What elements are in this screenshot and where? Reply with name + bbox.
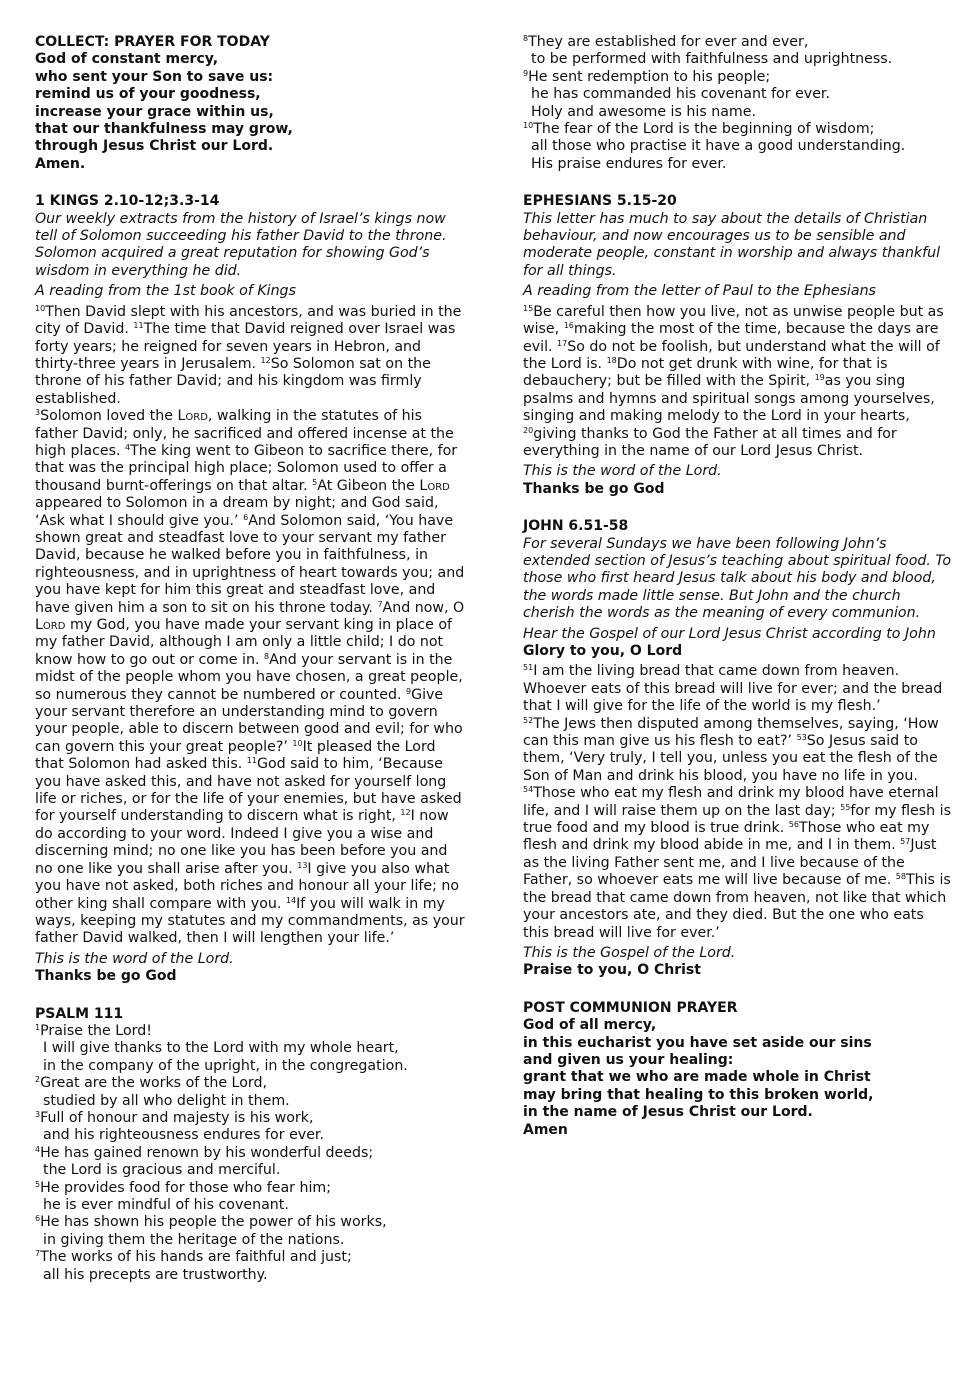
verse-number: 3 <box>35 408 41 418</box>
verse-text: Those who eat my flesh and drink my blood have eternal life, and I will raise them up on the last day; <box>523 785 939 819</box>
verse-text: The Jews then disputed among themselves, saying, ‘How can this man give us his flesh to eat?’ <box>523 715 939 750</box>
psalm-lines <box>35 1023 465 1284</box>
verse-text: So Solomon sat on the throne of his father David; and his kingdom was firmly established. <box>35 355 431 407</box>
verse-number: 13 <box>297 860 308 870</box>
verse-number: 18 <box>606 355 617 365</box>
psalm-line <box>523 156 951 173</box>
verse-text: Give your servant therefore an understanding mind to govern your people, able to discern between good and evil; for who can govern this your great people?’ <box>35 686 463 755</box>
kings-heading: 1 KINGS 2.10-12;3.3-14 <box>35 193 220 210</box>
psalm-line <box>35 1110 465 1127</box>
psalm-line <box>35 1197 465 1214</box>
verse-text: The works of his hands are faithful and just; <box>40 1249 352 1266</box>
verse-text: He has gained renown by his wonderful deeds; <box>40 1144 374 1161</box>
verse-text: He has shown his people the power of his works, <box>40 1214 387 1231</box>
john-source-response: Glory to you, O Lord <box>523 643 683 659</box>
psalm-line <box>35 1180 465 1197</box>
psalm-line <box>523 34 951 51</box>
verse-number: 4 <box>125 442 131 452</box>
verse-text: all those who practise it have a good understanding. <box>531 138 906 155</box>
verse-text: And now, O <box>382 599 465 616</box>
verse-number: 57 <box>900 837 911 847</box>
verse-number: 8 <box>264 651 270 661</box>
psalm-line <box>523 69 951 86</box>
verse-number: 9 <box>523 68 529 78</box>
verse-number: 16 <box>563 321 574 331</box>
verse-number: 11 <box>133 321 144 331</box>
post-communion-line: God of all mercy, <box>523 1017 657 1034</box>
verse-text: in the company of the upright, in the congregation. <box>43 1057 408 1074</box>
verse-text: Holy and awesome is his name. <box>531 103 756 120</box>
verse-text: I am the living bread that came down from heaven. Whoever eats of this bread will live for ever; and the bread that I will give for the life of the world is my flesh.’ <box>523 663 943 715</box>
john-source: Hear the Gospel of our Lord Jesus Christ according to John <box>523 625 936 642</box>
verse-number: 19 <box>814 373 825 383</box>
verse-number: 54 <box>523 785 534 795</box>
verse-number: 51 <box>523 663 534 673</box>
verse-number: 58 <box>895 872 906 882</box>
ephesians-paragraph <box>523 304 951 461</box>
verse-text: Do not get drunk with wine, for that is debauchery; but be filled with the Spirit, <box>523 355 888 390</box>
verse-number: 6 <box>243 512 249 522</box>
lord-small-caps: Lord <box>177 408 208 425</box>
ephesians-intro: This letter has much to say about the details of Christian behaviour, and now encourages us to be sensible and moderate people, constant in worship and always thankful for all things. <box>523 210 941 279</box>
psalm-section <box>35 1006 465 1285</box>
verse-text: Praise the Lord! <box>40 1022 152 1039</box>
verse-number: 3 <box>35 1109 41 1119</box>
psalm-line <box>35 1145 465 1162</box>
verse-number: 15 <box>523 303 534 313</box>
verse-text: studied by all who delight in them. <box>43 1092 290 1109</box>
psalm-line <box>523 86 951 103</box>
verse-number: 5 <box>312 477 318 487</box>
kings-paragraph-1 <box>35 304 465 408</box>
verse-number: 10 <box>292 738 303 748</box>
verse-number: 7 <box>377 599 383 609</box>
verse-text: The fear of the Lord is the beginning of wisdom; <box>533 121 875 138</box>
post-communion-line: in this eucharist you have set aside our sins <box>523 1034 872 1051</box>
verse-text: in giving them the heritage of the nations. <box>43 1231 345 1248</box>
verse-number: 2 <box>35 1075 41 1085</box>
psalm-line <box>35 1093 465 1110</box>
verse-text: Those who eat my flesh and drink my blood abide in me, and I in them. <box>523 820 930 854</box>
psalm-heading: PSALM 111 <box>35 1005 124 1022</box>
verse-text: This is the bread that came down from heaven, not like that which your ancestors ate, and they died. But the one who eats this bread will live for ever.’ <box>523 872 951 941</box>
verse-number: 10 <box>523 121 534 131</box>
verse-number: 14 <box>285 895 297 905</box>
verse-number: 53 <box>796 733 807 743</box>
post-communion-line: grant that we who are made whole in Christ <box>523 1069 871 1086</box>
verse-text: making the most of the time, because the days are evil. <box>523 321 939 355</box>
psalm-line <box>35 1214 465 1231</box>
verse-text: , walking in the statutes of his father David; only, he sacrificed and offered incense at the high places. <box>35 408 454 459</box>
collect-line: remind us of your goodness, <box>35 86 261 103</box>
post-communion-amen: Amen <box>523 1121 568 1138</box>
verse-number: 55 <box>840 802 851 812</box>
verse-text: giving thanks to God the Father at all times and for everything in the name of our Lord Jesus Christ. <box>523 425 897 459</box>
collect-line: God of constant mercy, <box>35 51 219 68</box>
psalm-line <box>523 138 951 155</box>
ephesians-closing: This is the word of the Lord. <box>523 463 722 480</box>
verse-text: he has commanded his covenant for ever. <box>531 86 830 103</box>
verse-number: 20 <box>523 425 534 435</box>
kings-closing: This is the word of the Lord. <box>35 950 234 967</box>
verse-text: appeared to Solomon in a dream by night; and God said, ‘Ask what I should give you.’ <box>35 495 439 529</box>
verse-text: I now do according to your word. Indeed I give you a wise and discerning mind; no one like you has been before you and no one like you shall arise after you. <box>35 808 449 877</box>
john-section <box>523 518 951 980</box>
john-heading: JOHN 6.51-58 <box>523 518 629 535</box>
john-response: Praise to you, O Christ <box>523 962 701 979</box>
psalm-line <box>35 1040 465 1057</box>
psalm-line <box>35 1249 465 1266</box>
verse-number: 8 <box>523 34 529 43</box>
verse-number: 12 <box>400 808 411 818</box>
collect-heading: COLLECT: PRAYER FOR TODAY <box>35 34 270 50</box>
john-paragraph-1 <box>523 663 951 715</box>
kings-source: A reading from the 1st book of Kings <box>35 283 296 300</box>
lord-small-caps: Lord <box>419 477 450 494</box>
verse-text: Great are the works of the Lord, <box>40 1075 267 1092</box>
collect-line: increase your grace within us, <box>35 103 274 120</box>
verse-text: Be careful then how you live, not as unwise people but as wise, <box>523 303 944 338</box>
verse-text: I give you also what you have not asked, both riches and honour all your life; no other king shall compare with you. <box>35 860 460 912</box>
ephesians-reading <box>523 304 951 461</box>
right-column <box>523 34 951 1159</box>
psalm-line <box>35 1267 465 1284</box>
verse-text: Then David slept with his ancestors, and was buried in the city of David. <box>35 303 462 338</box>
verse-text: If you will walk in my ways, keeping my statutes and my commandments, as your father David walked, then I will lengthen your life.’ <box>35 895 465 947</box>
psalm-line <box>523 121 951 138</box>
verse-number: 9 <box>405 686 412 696</box>
verse-text: he is ever mindful of his covenant. <box>43 1197 289 1213</box>
verse-number: 12 <box>260 355 271 365</box>
verse-number: 11 <box>246 756 257 766</box>
verse-text: Solomon loved the <box>40 408 178 425</box>
left-column <box>35 34 465 1304</box>
post-communion-line: and given us your healing: <box>523 1051 734 1068</box>
post-communion-heading: POST COMMUNION PRAYER <box>523 999 738 1016</box>
psalm-continued <box>523 34 951 173</box>
verse-number: 52 <box>523 715 534 725</box>
ephesians-response: Thanks be go God <box>523 480 665 497</box>
john-intro: For several Sundays we have been following John’s extended section of Jesus’s teaching about spiritual food. To those who first heard Jesus talk about his body and blood, the words made little sense. But John and the church cherish the words as the meaning of every communion. <box>523 535 952 622</box>
verse-text: So do not be foolish, but understand what the will of the Lord is. <box>523 338 940 372</box>
verse-text: He sent redemption to his people; <box>528 68 771 85</box>
lord-small-caps: Lord <box>35 617 66 633</box>
collect-amen: Amen. <box>35 155 86 172</box>
verse-text: the Lord is gracious and merciful. <box>43 1162 281 1179</box>
post-communion-line: may bring that healing to this broken world, <box>523 1086 874 1103</box>
psalm-line <box>35 1058 465 1075</box>
verse-text: It pleased the Lord that Solomon had asked this. <box>35 738 436 773</box>
verse-number: 1 <box>35 1022 41 1032</box>
verse-text: as you sing psalms and hymns and spiritual songs among yourselves, singing and making melody to the Lord in your hearts, <box>523 373 935 425</box>
verse-text: And Solomon said, ‘You have shown great and steadfast love to your servant my father David, because he walked before you in faithfulness, in righteousness, and in uprightness of heart towards you; and you have kept for him this great and steadfast love, and have given him a son to sit on his throne today. <box>35 512 465 616</box>
verse-number: 10 <box>35 303 46 313</box>
verse-text: Full of honour and majesty is his work, <box>40 1109 314 1126</box>
kings-response: Thanks be go God <box>35 968 177 985</box>
verse-text: to be performed with faithfulness and uprightness. <box>531 51 893 68</box>
psalm-line <box>35 1127 465 1144</box>
verse-text: and his righteousness endures for ever. <box>43 1127 324 1144</box>
psalm-line <box>35 1232 465 1249</box>
psalm-line <box>35 1023 465 1040</box>
ephesians-section <box>523 193 951 498</box>
psalm-line <box>35 1075 465 1092</box>
verse-text: all his precepts are trustworthy. <box>43 1266 268 1283</box>
kings-paragraph-2 <box>35 408 465 948</box>
verse-number: 6 <box>35 1214 41 1224</box>
verse-number: 17 <box>557 338 568 348</box>
psalm-lines-continued <box>523 34 951 173</box>
kings-section <box>35 193 465 985</box>
collect-line: through Jesus Christ our Lord. <box>35 138 274 155</box>
verse-number: 4 <box>35 1144 41 1154</box>
verse-text: He provides food for those who fear him; <box>40 1179 332 1196</box>
john-reading <box>523 663 951 942</box>
verse-text: They are established for ever and ever, <box>528 34 809 50</box>
verse-text: Just as the living Father sent me, and I live because of the Father, so whoever eats me will live because of me. <box>523 837 937 889</box>
collect-section <box>35 34 465 173</box>
ephesians-source: A reading from the letter of Paul to the Ephesians <box>523 283 876 300</box>
verse-number: 7 <box>35 1249 41 1259</box>
post-communion-line: in the name of Jesus Christ our Lord. <box>523 1104 813 1121</box>
psalm-line <box>35 1162 465 1179</box>
verse-text: I will give thanks to the Lord with my whole heart, <box>43 1040 399 1057</box>
kings-reading <box>35 304 465 948</box>
john-closing: This is the Gospel of the Lord. <box>523 944 736 961</box>
psalm-line <box>523 51 951 68</box>
verse-number: 5 <box>35 1179 41 1189</box>
verse-number: 56 <box>788 820 799 830</box>
post-communion-section <box>523 1000 951 1139</box>
verse-text: His praise endures for ever. <box>531 155 727 172</box>
verse-text: At Gibeon the <box>317 477 420 494</box>
psalm-line <box>523 104 951 121</box>
collect-line: who sent your Son to save us: <box>35 68 274 85</box>
john-paragraph-2 <box>523 716 951 942</box>
verse-text: my God, you have made your servant king in place of my father David, although I am only a little child; I do not know how to go out or come in. <box>35 617 453 668</box>
collect-line: that our thankfulness may grow, <box>35 121 293 138</box>
verse-text: The time that David reigned over Israel was forty years; he reigned for seven years in Hebron, and thirty-three years in Jerusalem. <box>35 321 456 372</box>
verse-text: And your servant is in the midst of the people whom you have chosen, a great people, so numerous they cannot be numbered or counted. <box>35 651 463 703</box>
verse-text: The king went to Gibeon to sacrifice there, for that was the principal high place; Solomon used to offer a thousand burnt-offerings on that altar. <box>35 442 458 494</box>
ephesians-heading: EPHESIANS 5.15-20 <box>523 193 677 210</box>
verse-text: So Jesus said to them, ‘Very truly, I tell you, unless you eat the flesh of the Son of Man and drink his blood, you have no life in you. <box>523 733 938 784</box>
kings-intro: Our weekly extracts from the history of Israel’s kings now tell of Solomon succeeding his father David to the throne. Solomon acquired a great reputation for showing God’s wisdom in everything he did. <box>35 210 447 279</box>
verse-text: God said to him, ‘Because you have asked this, and have not asked for yourself long life or riches, or for the life of your enemies, but have asked for yourself understanding to discern what is right, <box>35 756 462 825</box>
verse-text: for my flesh is true food and my blood is true drink. <box>523 802 951 837</box>
